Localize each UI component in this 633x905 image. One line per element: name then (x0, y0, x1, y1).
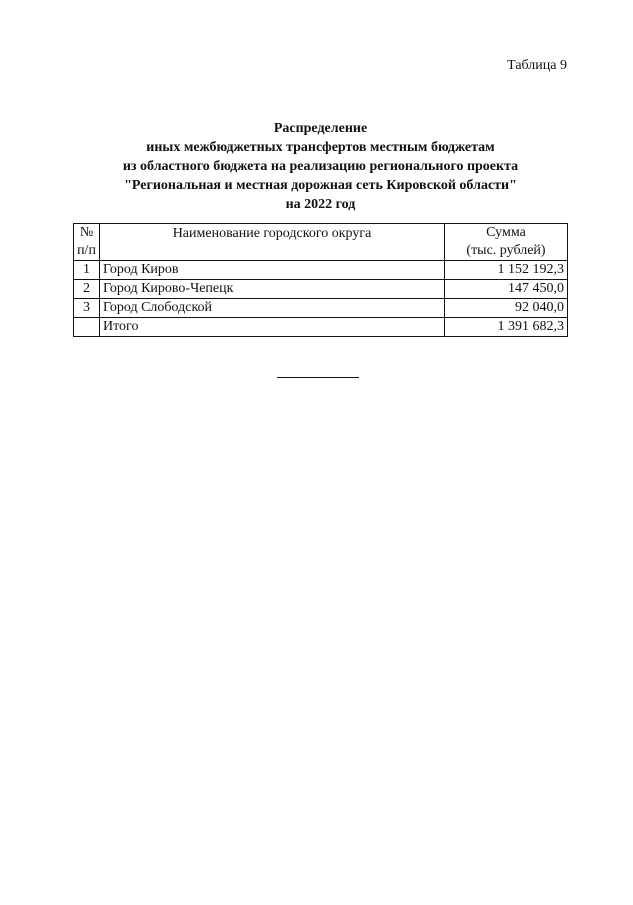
row-total-sum: 1 391 682,3 (445, 318, 568, 337)
row-number (74, 318, 100, 337)
table-row (74, 299, 568, 318)
row-sum: 1 152 192,3 (445, 261, 568, 280)
header-sum (445, 224, 568, 261)
distribution-table (73, 223, 568, 337)
row-sum: 147 450,0 (445, 280, 568, 299)
header-sum-line-1: Сумма (486, 225, 526, 240)
header-sum-line-2: (тыс. рублей) (466, 243, 546, 258)
document-heading (73, 119, 568, 214)
row-sum: 92 040,0 (445, 299, 568, 318)
heading-line-4: "Региональная и местная дорожная сеть Кировской области" (124, 178, 517, 193)
heading-line-3: из областного бюджета на реализацию регионального проекта (122, 159, 519, 174)
table-total-row (74, 318, 568, 337)
row-district-name: Город Кирово-Чепецк (100, 280, 445, 299)
row-district-name: Город Киров (100, 261, 445, 280)
table-row (74, 261, 568, 280)
row-number: 3 (74, 299, 100, 318)
header-number-line-2: п/п (77, 243, 96, 258)
heading-line-5: на 2022 год (285, 197, 356, 212)
heading-line-2: иных межбюджетных трансфертов местным бюджетам (146, 140, 495, 155)
row-total-label: Итого (100, 318, 445, 337)
row-number: 2 (74, 280, 100, 299)
table-header-row (74, 224, 568, 261)
header-number (74, 224, 100, 261)
table-number-label: Таблица 9 (507, 58, 567, 73)
closing-separator-line (277, 377, 359, 378)
heading-line-1: Распределение (273, 121, 368, 136)
header-number-line-1: № (79, 225, 94, 240)
table-row (74, 280, 568, 299)
row-number: 1 (74, 261, 100, 280)
row-district-name: Город Слободской (100, 299, 445, 318)
header-district-name: Наименование городского округа (100, 224, 445, 261)
